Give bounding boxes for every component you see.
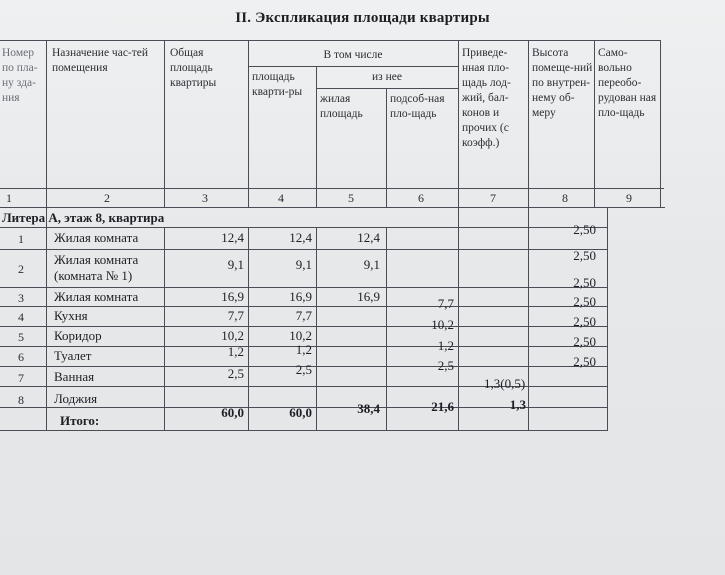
room-number: 3 bbox=[18, 291, 24, 305]
column-number: 9 bbox=[626, 191, 632, 205]
room-height: 2,50 bbox=[573, 354, 596, 369]
room-height: 2,50 bbox=[573, 275, 596, 290]
room-name: Лоджия bbox=[54, 391, 98, 406]
column-number: 3 bbox=[202, 191, 208, 205]
grid-line bbox=[594, 40, 595, 208]
column-number: 2 bbox=[104, 191, 110, 205]
grid-line bbox=[660, 40, 661, 208]
aux-area: 1,2 bbox=[437, 338, 454, 353]
apartment-area: 9,1 bbox=[295, 257, 312, 272]
room-name: Туалет bbox=[54, 348, 92, 363]
room-name-detail: (комната № 1) bbox=[54, 268, 133, 283]
header-total-area: Общая площадь квартиры bbox=[170, 47, 217, 89]
room-number: 7 bbox=[18, 371, 24, 385]
grid-line bbox=[316, 66, 317, 208]
room-name: Коридор bbox=[54, 328, 102, 343]
totals-total-area: 60,0 bbox=[221, 405, 244, 420]
column-number: 4 bbox=[278, 191, 284, 205]
total-area: 9,1 bbox=[227, 257, 244, 272]
aux-area: 10,2 bbox=[431, 317, 454, 332]
room-height: 2,50 bbox=[573, 248, 596, 263]
total-area: 2,5 bbox=[227, 366, 244, 381]
room-number: 5 bbox=[18, 330, 24, 344]
room-number: 1 bbox=[18, 232, 24, 246]
grid-line bbox=[0, 287, 608, 288]
column-number: 1 bbox=[6, 191, 12, 205]
grid-line bbox=[248, 227, 249, 430]
grid-line bbox=[386, 227, 387, 430]
apartment-area: 12,4 bbox=[289, 230, 312, 245]
header-living-area: жилая площадь bbox=[320, 93, 363, 120]
grid-line bbox=[0, 326, 608, 327]
total-area: 10,2 bbox=[221, 328, 244, 343]
room-number: 6 bbox=[18, 350, 24, 364]
header-apartment-area: площадь кварти-ры bbox=[252, 71, 303, 98]
grid-line bbox=[248, 66, 458, 67]
totals-label: Итого: bbox=[60, 413, 100, 428]
header-balcony-area: Приведе-нная пло-щадь лод-жий, бал-конов и прочих (с коэфф.) bbox=[462, 47, 511, 149]
grid-line bbox=[0, 249, 608, 250]
grid-line bbox=[316, 227, 317, 430]
header-height: Высота помеще-ний по внутрен-нему об-меру bbox=[532, 47, 593, 119]
grid-line bbox=[164, 40, 165, 208]
grid-line bbox=[528, 40, 529, 208]
grid-line bbox=[46, 40, 47, 430]
grid-line bbox=[0, 227, 608, 228]
header-of-which: из нее bbox=[372, 71, 402, 83]
grid-line bbox=[0, 207, 665, 208]
room-height: 2,50 bbox=[573, 334, 596, 349]
room-height: 2,50 bbox=[573, 294, 596, 309]
section-label: Литера А, этаж 8, квартира bbox=[2, 210, 165, 225]
column-number: 8 bbox=[562, 191, 568, 205]
column-number: 6 bbox=[418, 191, 424, 205]
room-number: 2 bbox=[18, 262, 24, 276]
aux-area: 7,7 bbox=[437, 296, 454, 311]
grid-line bbox=[164, 227, 165, 430]
room-name: Жилая комната bbox=[54, 230, 139, 245]
header-number: Номер по пла-ну зда-ния bbox=[2, 47, 38, 104]
total-area: 16,9 bbox=[221, 289, 244, 304]
totals-living-area: 38,4 bbox=[357, 401, 380, 416]
room-name: Жилая комната bbox=[54, 252, 139, 267]
grid-line bbox=[528, 207, 529, 430]
grid-line bbox=[0, 306, 608, 307]
column-number: 7 bbox=[490, 191, 496, 205]
apartment-area: 2,5 bbox=[295, 362, 312, 377]
header-unauthorized: Само-вольно переобо-рудован ная пло-щадь bbox=[598, 47, 657, 119]
aux-area: 2,5 bbox=[437, 358, 454, 373]
grid-line bbox=[0, 188, 664, 189]
grid-line bbox=[458, 40, 459, 208]
living-area: 16,9 bbox=[357, 289, 380, 304]
room-number: 8 bbox=[18, 393, 24, 407]
room-number: 4 bbox=[18, 310, 24, 324]
balcony-area: 1,3(0,5) bbox=[484, 376, 526, 391]
totals-balcony-area: 1,3 bbox=[509, 397, 526, 412]
room-name: Ванная bbox=[54, 369, 95, 384]
living-area: 9,1 bbox=[363, 257, 380, 272]
total-area: 7,7 bbox=[227, 308, 244, 323]
grid-line bbox=[607, 207, 608, 430]
totals-apartment-area: 60,0 bbox=[289, 405, 312, 420]
page-title: II. Экспликация площади квартиры bbox=[235, 10, 490, 26]
grid-line bbox=[316, 88, 458, 89]
apartment-area: 1,2 bbox=[295, 342, 312, 357]
header-aux-area: подсоб-ная пло-щадь bbox=[390, 93, 445, 120]
totals-aux-area: 21,6 bbox=[431, 399, 454, 414]
total-area: 1,2 bbox=[227, 344, 244, 359]
room-height: 2,50 bbox=[573, 314, 596, 329]
header-including: В том числе bbox=[323, 49, 383, 61]
room-name: Кухня bbox=[54, 308, 88, 323]
apartment-area: 7,7 bbox=[295, 308, 312, 323]
apartment-area: 16,9 bbox=[289, 289, 312, 304]
grid-line bbox=[0, 430, 608, 431]
apartment-area: 10,2 bbox=[289, 328, 312, 343]
grid-line bbox=[458, 207, 459, 430]
living-area: 12,4 bbox=[357, 230, 380, 245]
total-area: 12,4 bbox=[221, 230, 244, 245]
header-purpose: Назначение час-тей помещения bbox=[52, 47, 149, 74]
column-number: 5 bbox=[348, 191, 354, 205]
room-name: Жилая комната bbox=[54, 289, 139, 304]
grid-line bbox=[0, 40, 660, 41]
grid-line bbox=[248, 40, 249, 208]
grid-line bbox=[386, 88, 387, 208]
room-height: 2,50 bbox=[573, 222, 596, 237]
